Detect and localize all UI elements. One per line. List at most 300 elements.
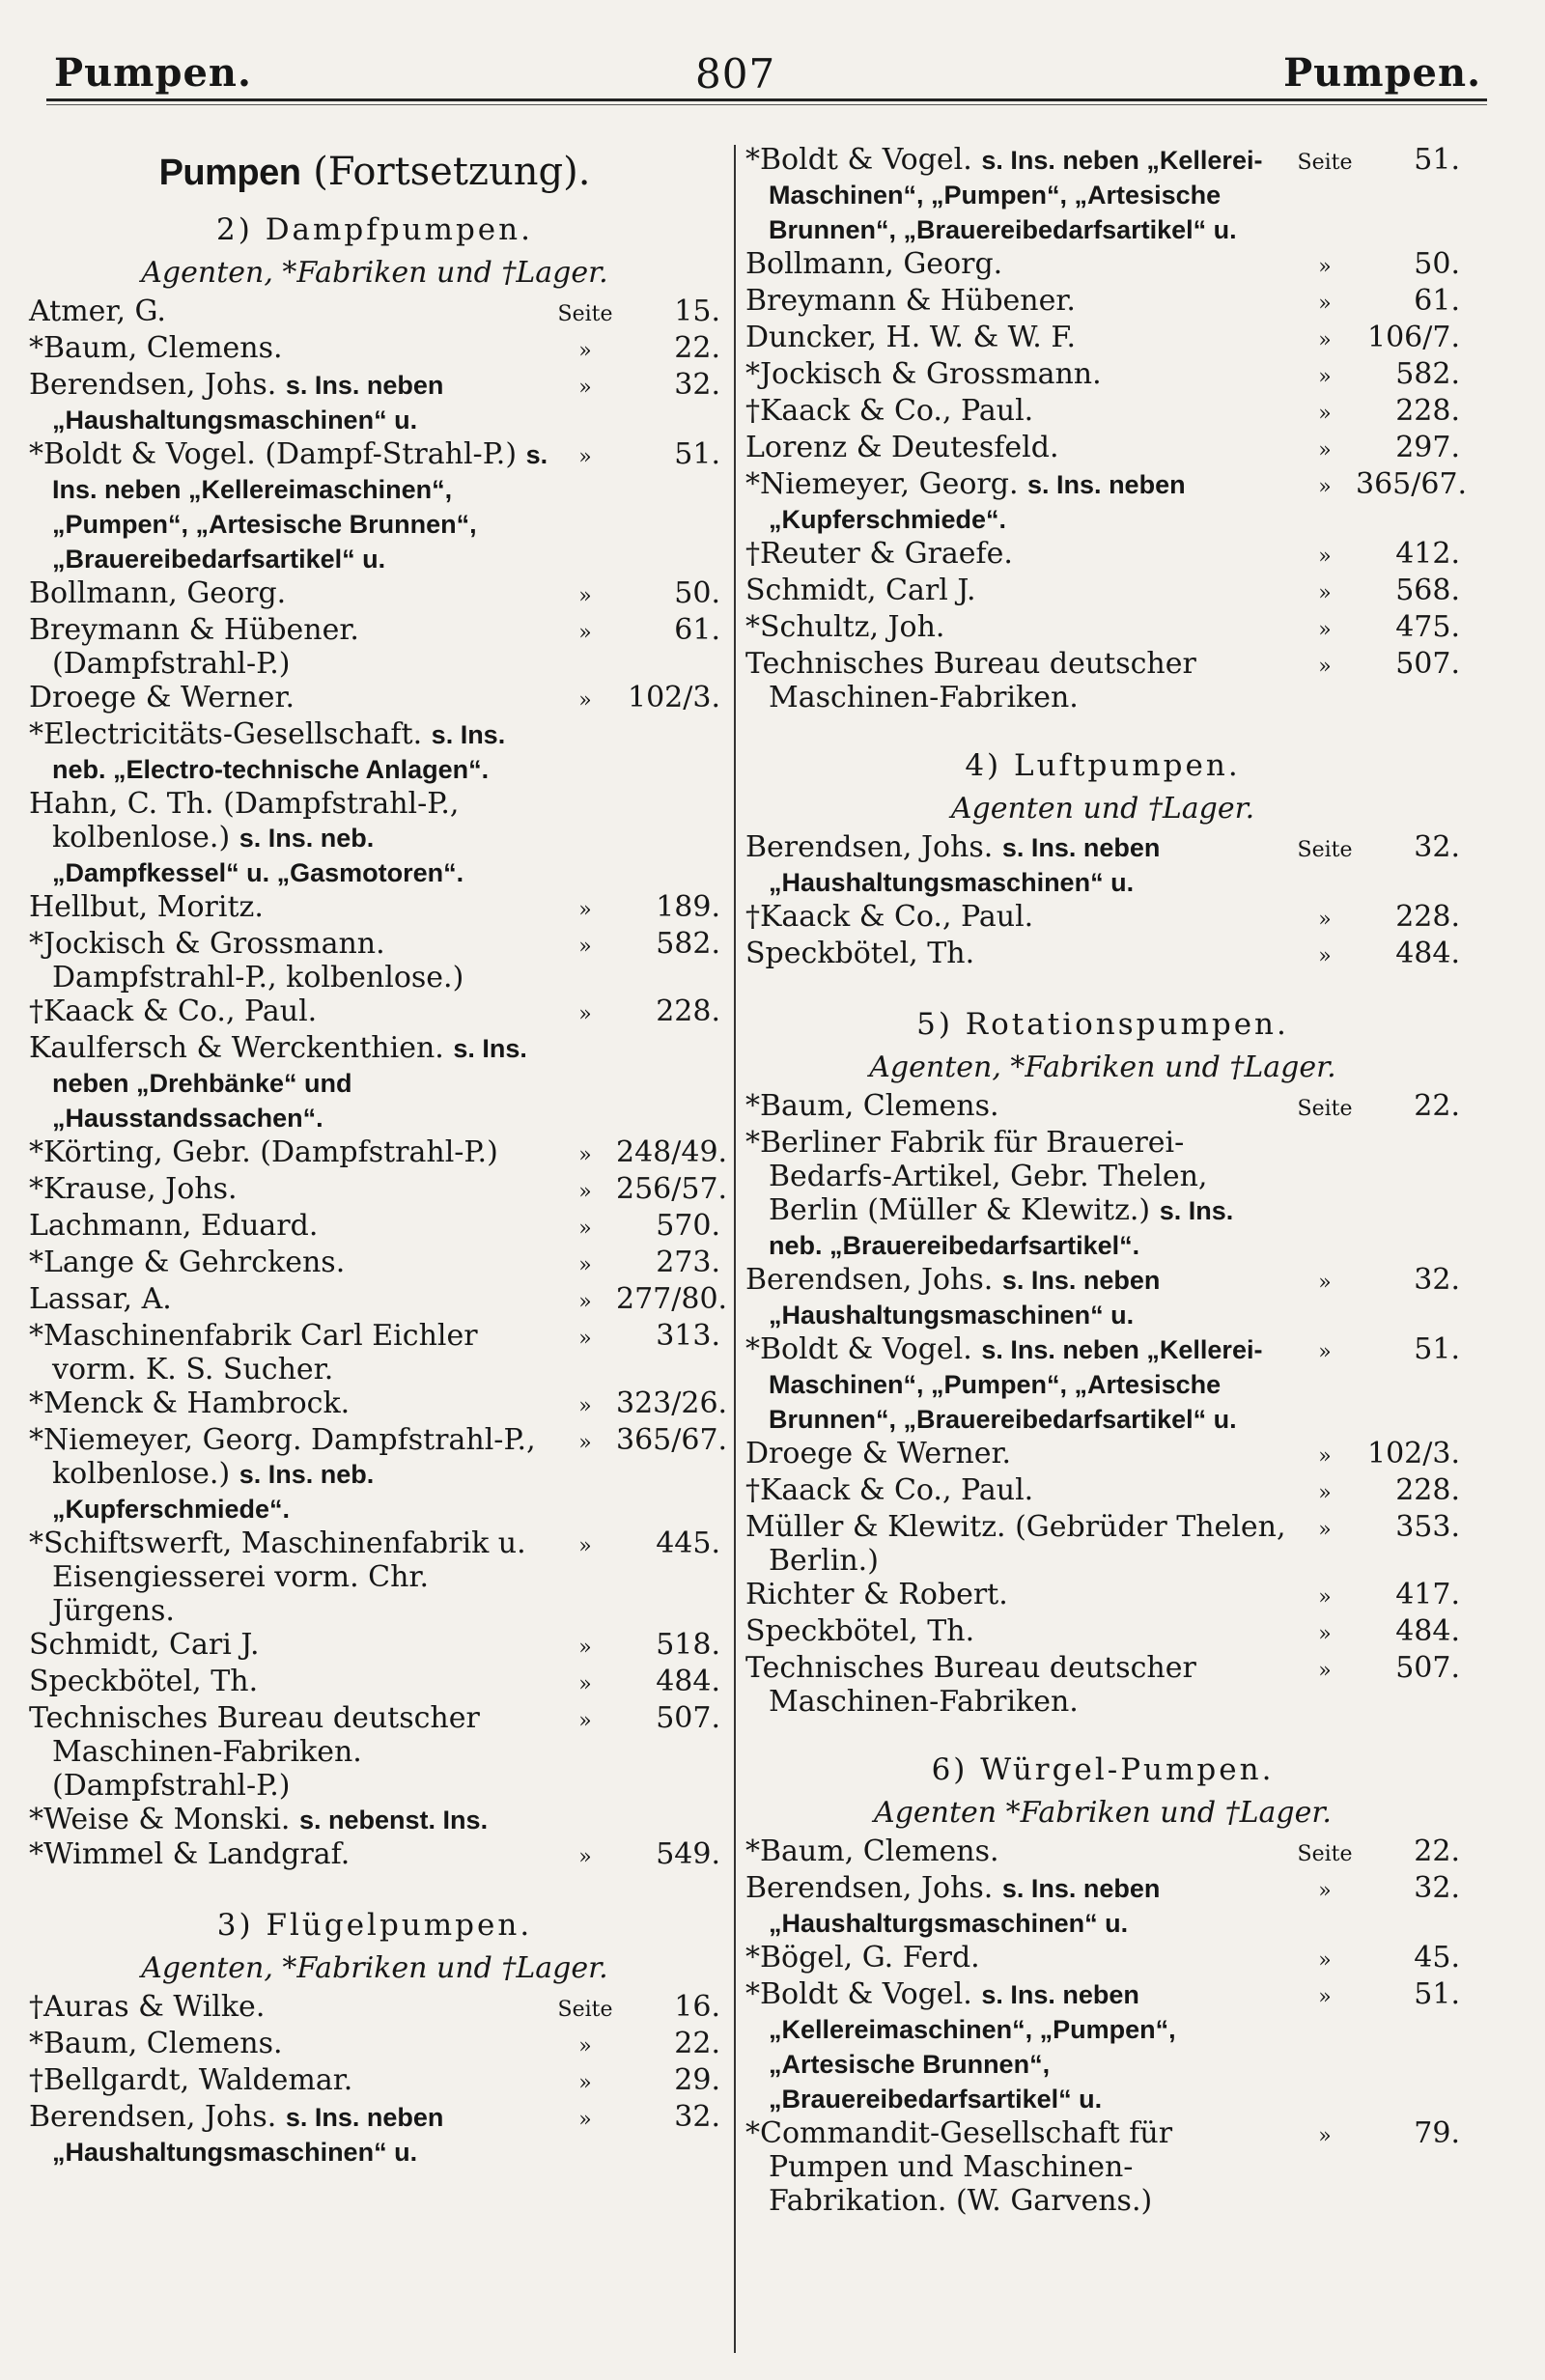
list-item bbox=[29, 294, 720, 331]
list-item bbox=[29, 437, 720, 576]
firm-name: *Boldt & Vogel. bbox=[745, 143, 972, 177]
entry-name bbox=[29, 1526, 554, 1628]
entry-name bbox=[29, 1031, 554, 1135]
firm-name: Bollmann, Georg. bbox=[745, 247, 1003, 281]
list-item bbox=[745, 247, 1460, 284]
entry-name bbox=[745, 647, 1294, 714]
page-ref: 445. bbox=[656, 1526, 720, 1560]
firm-name: Hellbut, Moritz. bbox=[29, 890, 264, 924]
page-marker: » bbox=[578, 2071, 592, 2095]
list-item bbox=[29, 1386, 728, 1423]
entry-name bbox=[29, 681, 554, 714]
firm-name: *Menck & Hambrock. bbox=[29, 1386, 351, 1420]
page-marker: » bbox=[578, 898, 592, 922]
list-item bbox=[745, 143, 1460, 247]
list-item bbox=[745, 1834, 1460, 1871]
page-ref: 228. bbox=[1395, 900, 1460, 934]
list-item bbox=[745, 1651, 1460, 1719]
entry-name bbox=[745, 1651, 1294, 1719]
entry-name bbox=[29, 2063, 554, 2097]
firm-name: *Lange & Gehrckens. bbox=[29, 1246, 346, 1279]
entry-name bbox=[745, 467, 1294, 537]
insert-note: s. Ins. neben „Haushaltungsmaschinen“ u. bbox=[769, 833, 1161, 897]
page-ref: 570. bbox=[656, 1209, 720, 1243]
list-item bbox=[745, 1263, 1460, 1332]
page-ref: 475. bbox=[1395, 610, 1460, 644]
page-ref: 15. bbox=[674, 294, 720, 328]
page-marker: » bbox=[1318, 255, 1332, 279]
page-ref: 365/67. bbox=[1356, 467, 1468, 501]
entry-name bbox=[745, 1263, 1294, 1332]
firm-name: Droege & Werner. bbox=[745, 1437, 1012, 1470]
header-rule bbox=[46, 98, 1487, 101]
page-ref: 22. bbox=[1414, 1834, 1460, 1868]
page-ref: 582. bbox=[656, 927, 720, 961]
entry-name bbox=[745, 1871, 1294, 1941]
list-item bbox=[29, 368, 720, 437]
entry-name bbox=[29, 1423, 554, 1526]
entry-name bbox=[745, 357, 1294, 391]
entry-name bbox=[745, 1473, 1294, 1507]
entry-name bbox=[29, 1803, 554, 1837]
page-ref: 412. bbox=[1395, 537, 1460, 571]
firm-name: Technisches Bureau deutscher Maschinen-Fabriken. bbox=[745, 1651, 1196, 1719]
firm-name: *Maschinenfabrik Carl Eichler vorm. K. S. Sucher. bbox=[29, 1319, 478, 1386]
page-ref: 256/57. bbox=[616, 1172, 728, 1206]
section-heading: 3) Flügelpumpen. bbox=[216, 1908, 533, 1943]
page-marker: » bbox=[578, 1327, 592, 1351]
page-marker: » bbox=[578, 1002, 592, 1026]
list-item bbox=[29, 1282, 728, 1319]
entry-name bbox=[745, 1510, 1294, 1578]
page-ref: 484. bbox=[1395, 937, 1460, 970]
page-ref: 507. bbox=[1395, 647, 1460, 681]
list-item bbox=[745, 937, 1460, 973]
page-marker: » bbox=[578, 1217, 592, 1241]
firm-name: †Kaack & Co., Paul. bbox=[745, 900, 1034, 934]
page-ref: 32. bbox=[674, 368, 720, 402]
section-legend: Agenten, *Fabriken und †Lager. bbox=[141, 1951, 608, 1985]
page-ref: 22. bbox=[674, 2027, 720, 2060]
page-marker: Seite bbox=[557, 1998, 613, 2022]
page-marker: » bbox=[578, 1709, 592, 1733]
entry-name bbox=[745, 900, 1294, 934]
page-ref: 582. bbox=[1395, 357, 1460, 391]
entry-name bbox=[29, 994, 554, 1028]
list-item bbox=[745, 1614, 1460, 1651]
insert-note: s. nebenst. Ins. bbox=[299, 1806, 489, 1834]
firm-name: Droege & Werner. bbox=[29, 681, 295, 714]
page-ref: 50. bbox=[1414, 247, 1460, 281]
page-ref: 277/80. bbox=[616, 1282, 728, 1316]
firm-name: *Krause, Johs. bbox=[29, 1172, 238, 1206]
page-ref: 51. bbox=[674, 437, 720, 471]
list-item bbox=[29, 927, 720, 994]
insert-note: s. Ins. neben „Haushalturgsmaschinen“ u. bbox=[769, 1874, 1161, 1938]
entry-name bbox=[29, 927, 554, 994]
entry-name bbox=[29, 1172, 554, 1206]
entry-name bbox=[29, 1282, 554, 1316]
firm-name: †Kaack & Co., Paul. bbox=[745, 394, 1034, 428]
entry-name bbox=[745, 321, 1294, 354]
page-ref: 549. bbox=[656, 1837, 720, 1871]
page-ref: 228. bbox=[656, 994, 720, 1028]
running-header bbox=[50, 50, 1481, 100]
firm-name: *Jockisch & Grossmann. Dampfstrahl-P., kolbenlose.) bbox=[29, 927, 464, 994]
firm-name: Berendsen, Johs. bbox=[745, 1871, 994, 1905]
page-ref: 51. bbox=[1414, 143, 1460, 177]
right-column bbox=[745, 143, 1468, 2218]
page-marker: » bbox=[578, 1845, 592, 1869]
list-item bbox=[29, 787, 720, 890]
page-marker: » bbox=[578, 1431, 592, 1455]
list-item bbox=[29, 1803, 720, 1837]
list-item bbox=[29, 1628, 720, 1665]
page-ref: 16. bbox=[674, 1990, 720, 2024]
list-item bbox=[29, 576, 720, 613]
page-marker: » bbox=[1318, 365, 1332, 389]
list-item bbox=[29, 1665, 720, 1701]
firm-name: *Niemeyer, Georg. bbox=[745, 467, 1019, 501]
page-ref: 106/7. bbox=[1367, 321, 1460, 354]
column-divider bbox=[734, 145, 736, 2353]
insert-note: s. Ins. neb. „Brauereibedarfsartikel“. bbox=[769, 1196, 1234, 1260]
page-marker: Seite bbox=[1297, 838, 1353, 862]
list-item bbox=[29, 331, 720, 368]
section-legend: Agenten, *Fabriken und †Lager. bbox=[141, 256, 608, 290]
page-marker: » bbox=[578, 1253, 592, 1277]
entry-name bbox=[745, 1578, 1294, 1611]
section-heading: 2) Dampfpumpen. bbox=[216, 212, 533, 247]
list-item bbox=[29, 2027, 720, 2063]
page-ref: 45. bbox=[1414, 1941, 1460, 1974]
page-ref: 228. bbox=[1395, 1473, 1460, 1507]
entry-name bbox=[29, 1990, 554, 2024]
entry-name bbox=[745, 1089, 1294, 1123]
entry-name bbox=[745, 937, 1294, 970]
page-marker: » bbox=[1318, 328, 1332, 352]
entry-name bbox=[745, 610, 1294, 644]
entry-name bbox=[745, 830, 1294, 900]
firm-name: *Boldt & Vogel. bbox=[745, 1977, 972, 2011]
firm-name: Technisches Bureau deutscher Maschinen-Fabriken. bbox=[745, 647, 1196, 714]
list-item bbox=[745, 1578, 1460, 1614]
firm-name: *Schiftswerft, Maschinenfabrik u. Eisengiesserei vorm. Chr. Jürgens. bbox=[29, 1526, 526, 1628]
entry-name bbox=[745, 574, 1294, 607]
insert-note: s. Ins. neben „Haushaltungsmaschinen“ u. bbox=[52, 371, 444, 434]
entry-name bbox=[745, 143, 1294, 247]
entry-name bbox=[29, 1135, 554, 1169]
entry-name bbox=[29, 2027, 554, 2060]
page-ref: 102/3. bbox=[628, 681, 720, 714]
list-item bbox=[29, 1990, 720, 2027]
entry-name bbox=[29, 787, 554, 890]
firm-name: Lachmann, Eduard. bbox=[29, 1209, 319, 1243]
page-marker: » bbox=[578, 2034, 592, 2058]
insert-note: s. Ins. neben „Kupferschmiede“. bbox=[769, 470, 1186, 534]
firm-name: Lorenz & Deutesfeld. bbox=[745, 431, 1059, 464]
page-marker: » bbox=[578, 584, 592, 608]
section-legend: Agenten und †Lager. bbox=[950, 792, 1255, 826]
firm-name: Breymann & Hübener. bbox=[745, 284, 1076, 318]
page-ref: 61. bbox=[674, 613, 720, 647]
entry-name bbox=[29, 368, 554, 437]
title-rest: (Fortsetzung). bbox=[313, 150, 591, 194]
header-right: Pumpen. bbox=[1283, 50, 1481, 96]
page-ref: 22. bbox=[1414, 1089, 1460, 1123]
entry-name bbox=[745, 1614, 1294, 1648]
entry-name bbox=[745, 1941, 1294, 1974]
page-marker: » bbox=[1318, 655, 1332, 679]
firm-name: Schmidt, Cari J. bbox=[29, 1628, 260, 1662]
page-marker: » bbox=[1318, 1444, 1332, 1469]
list-item bbox=[29, 1135, 728, 1172]
firm-name: *Wimmel & Landgraf. bbox=[29, 1837, 351, 1871]
page-marker: » bbox=[578, 935, 592, 959]
page-title bbox=[29, 143, 720, 202]
list-item bbox=[29, 1319, 720, 1386]
page-ref: 32. bbox=[1414, 1871, 1460, 1905]
firm-name: *Boldt & Vogel. (Dampf-Strahl-P.) bbox=[29, 437, 518, 471]
entry-name bbox=[29, 2100, 554, 2170]
page-marker: Seite bbox=[1297, 151, 1353, 175]
section-legend: Agenten *Fabriken und †Lager. bbox=[874, 1796, 1332, 1830]
list-item bbox=[29, 1246, 720, 1282]
page-ref: 297. bbox=[1395, 431, 1460, 464]
list-item bbox=[745, 537, 1460, 574]
insert-note: s. Ins. neb. „Kupferschmiede“. bbox=[52, 1460, 375, 1524]
page-ref: 51. bbox=[1414, 1332, 1460, 1366]
page-marker: Seite bbox=[1297, 1097, 1353, 1121]
insert-note: s. Ins. neb. „Electro-technische Anlagen“. bbox=[52, 720, 506, 784]
page-marker: » bbox=[578, 445, 592, 469]
entry-name bbox=[745, 284, 1294, 318]
page-marker: » bbox=[578, 621, 592, 645]
firm-name: Speckbötel, Th. bbox=[29, 1665, 259, 1698]
entry-name bbox=[29, 613, 554, 681]
entry-name bbox=[745, 1977, 1294, 2116]
firm-name: *Körting, Gebr. (Dampfstrahl-P.) bbox=[29, 1135, 498, 1169]
list-item bbox=[29, 1423, 728, 1526]
page-marker: » bbox=[578, 1534, 592, 1558]
page-marker: » bbox=[1318, 908, 1332, 932]
list-item bbox=[745, 1941, 1460, 1977]
firm-name: Berendsen, Johs. bbox=[29, 368, 277, 402]
entry-name bbox=[29, 1386, 554, 1420]
firm-name: Schmidt, Carl J. bbox=[745, 574, 976, 607]
entry-name bbox=[29, 1319, 554, 1386]
page-marker: » bbox=[578, 2108, 592, 2132]
page-ref: 32. bbox=[674, 2100, 720, 2134]
firm-name: *Baum, Clemens. bbox=[29, 331, 283, 365]
page-ref: 353. bbox=[1395, 1510, 1460, 1544]
header-left: Pumpen. bbox=[54, 50, 252, 96]
entry-name bbox=[745, 1437, 1294, 1470]
list-item bbox=[745, 1510, 1460, 1578]
firm-name: Lassar, A. bbox=[29, 1282, 172, 1316]
page-marker: » bbox=[578, 1143, 592, 1167]
firm-name: *Electricitäts-Gesellschaft. bbox=[29, 717, 423, 751]
insert-note: s. Ins. neben „Kellerei-Maschinen“, „Pumpen“, „Artesische Brunnen“, „Brauereibedarfsartikel“ u. bbox=[769, 1335, 1263, 1434]
firm-name: Berendsen, Johs. bbox=[745, 830, 994, 864]
list-item bbox=[745, 1089, 1460, 1126]
insert-note: s. Ins. neben „Kellerei-Maschinen“, „Pumpen“, „Artesische Brunnen“, „Brauereibedarfsartikel“ u. bbox=[769, 146, 1263, 244]
entry-name bbox=[745, 1834, 1294, 1868]
page-marker: » bbox=[1318, 1271, 1332, 1295]
list-item bbox=[745, 610, 1460, 647]
list-item bbox=[745, 1126, 1460, 1263]
page-marker: » bbox=[1318, 1879, 1332, 1903]
page-marker: » bbox=[1318, 402, 1332, 426]
entry-name bbox=[745, 247, 1294, 281]
list-item bbox=[29, 1031, 720, 1135]
firm-name: *Bögel, G. Ferd. bbox=[745, 1941, 980, 1974]
list-item bbox=[745, 1473, 1460, 1510]
page-marker: » bbox=[1318, 545, 1332, 569]
list-item bbox=[29, 1172, 728, 1209]
page-ref: 102/3. bbox=[1367, 1437, 1460, 1470]
page-marker: » bbox=[1318, 1622, 1332, 1646]
page-marker: » bbox=[1318, 1518, 1332, 1542]
firm-name: Duncker, H. W. & W. F. bbox=[745, 321, 1077, 354]
list-item bbox=[745, 830, 1460, 900]
firm-name: Müller & Klewitz. (Gebrüder Thelen, Berlin.) bbox=[745, 1510, 1286, 1578]
page-ref: 29. bbox=[674, 2063, 720, 2097]
firm-name: *Niemeyer, Georg. Dampfstrahl-P., kolbenlose.) bbox=[29, 1423, 536, 1491]
list-item bbox=[29, 681, 720, 717]
page-marker: » bbox=[578, 339, 592, 363]
page-marker: » bbox=[1318, 292, 1332, 316]
entry-name bbox=[29, 1209, 554, 1243]
insert-note: s. Ins. neben „Drehbänke“ und „Hausstandssachen“. bbox=[52, 1034, 527, 1133]
page-ref: 417. bbox=[1395, 1578, 1460, 1611]
page-marker: » bbox=[1318, 1985, 1332, 2009]
firm-name: †Kaack & Co., Paul. bbox=[745, 1473, 1034, 1507]
firm-name: Bollmann, Georg. bbox=[29, 576, 287, 610]
page-ref: 228. bbox=[1395, 394, 1460, 428]
firm-name: Atmer, G. bbox=[29, 294, 166, 328]
entry-name bbox=[745, 1126, 1294, 1263]
firm-name: Berendsen, Johs. bbox=[745, 1263, 994, 1297]
firm-name: Hahn, C. Th. (Dampfstrahl-P., kolbenlose.) bbox=[29, 787, 460, 854]
page-number: 807 bbox=[695, 50, 776, 98]
page-marker: » bbox=[1318, 438, 1332, 462]
entry-name bbox=[745, 537, 1294, 571]
list-item bbox=[29, 717, 720, 787]
list-item bbox=[29, 2063, 720, 2100]
page-marker: » bbox=[1318, 1585, 1332, 1610]
entry-name bbox=[29, 1665, 554, 1698]
page-ref: 507. bbox=[656, 1701, 720, 1735]
list-item bbox=[745, 1332, 1460, 1437]
firm-name: †Reuter & Graefe. bbox=[745, 537, 1013, 571]
list-item bbox=[745, 1437, 1460, 1473]
firm-name: *Schultz, Joh. bbox=[745, 610, 945, 644]
entry-name bbox=[29, 717, 554, 787]
entry-name bbox=[745, 394, 1294, 428]
entry-name bbox=[29, 1246, 554, 1279]
firm-name: *Commandit-Gesellschaft für Pumpen und Maschinen-Fabrikation. (W. Garvens.) bbox=[745, 2116, 1173, 2218]
page-ref: 518. bbox=[656, 1628, 720, 1662]
page-marker: » bbox=[1318, 1948, 1332, 1973]
page-ref: 365/67. bbox=[616, 1423, 728, 1457]
page-marker: » bbox=[578, 1180, 592, 1204]
entry-name bbox=[29, 576, 554, 610]
page-ref: 32. bbox=[1414, 1263, 1460, 1297]
list-item bbox=[745, 1871, 1460, 1941]
list-item bbox=[745, 574, 1460, 610]
entry-name bbox=[29, 437, 554, 576]
list-item bbox=[745, 2116, 1460, 2218]
list-item bbox=[29, 613, 720, 681]
list-item bbox=[29, 1209, 720, 1246]
list-item bbox=[745, 394, 1460, 431]
insert-note: s. Ins. neben „Kellereimaschinen“, „Pumpen“, „Artesische Brunnen“, „Brauereibedarfsartikel“ u. bbox=[52, 440, 548, 574]
page-marker: » bbox=[1318, 475, 1332, 499]
header-rule-thin bbox=[46, 104, 1487, 105]
firm-name: *Boldt & Vogel. bbox=[745, 1332, 972, 1366]
page-ref: 61. bbox=[1414, 284, 1460, 318]
firm-name: Technisches Bureau deutscher Maschinen-Fabriken. (Dampfstrahl-P.) bbox=[29, 1701, 480, 1803]
page-ref: 79. bbox=[1414, 2116, 1460, 2150]
list-item bbox=[29, 1837, 720, 1874]
firm-name: *Jockisch & Grossmann. bbox=[745, 357, 1102, 391]
page-marker: » bbox=[1318, 2124, 1332, 2148]
entry-name bbox=[29, 294, 554, 328]
page-ref: 32. bbox=[1414, 830, 1460, 864]
page-marker: » bbox=[578, 1290, 592, 1314]
list-item bbox=[745, 321, 1460, 357]
left-column bbox=[29, 143, 728, 2170]
list-item bbox=[29, 1701, 720, 1803]
list-item bbox=[745, 647, 1460, 714]
entry-name bbox=[29, 331, 554, 365]
page-marker: » bbox=[578, 688, 592, 713]
page-marker: » bbox=[1318, 1659, 1332, 1683]
page-marker: » bbox=[578, 1394, 592, 1418]
list-item bbox=[745, 1977, 1460, 2116]
entry-name bbox=[29, 1701, 554, 1803]
page-ref: 189. bbox=[656, 890, 720, 924]
firm-name: †Auras & Wilke. bbox=[29, 1990, 266, 2024]
page-marker: » bbox=[1318, 1481, 1332, 1505]
list-item bbox=[29, 890, 720, 927]
page-marker: » bbox=[578, 1636, 592, 1660]
list-item bbox=[745, 431, 1460, 467]
page-marker: Seite bbox=[1297, 1842, 1353, 1866]
page-marker: » bbox=[1318, 581, 1332, 605]
section-heading: 5) Rotationspumpen. bbox=[916, 1007, 1289, 1042]
insert-note: s. Ins. neb. „Dampfkessel“ u. „Gasmotoren“. bbox=[52, 824, 464, 887]
list-item bbox=[29, 2100, 720, 2170]
page-ref: 51. bbox=[1414, 1977, 1460, 2011]
page-ref: 273. bbox=[656, 1246, 720, 1279]
page-ref: 484. bbox=[656, 1665, 720, 1698]
page-marker: » bbox=[1318, 618, 1332, 642]
title-bold: Pumpen bbox=[158, 153, 301, 193]
page-ref: 507. bbox=[1395, 1651, 1460, 1685]
page-ref: 484. bbox=[1395, 1614, 1460, 1648]
firm-name: †Kaack & Co., Paul. bbox=[29, 994, 318, 1028]
page-marker: » bbox=[578, 376, 592, 400]
section-legend: Agenten, *Fabriken und †Lager. bbox=[869, 1050, 1336, 1084]
firm-name: Richter & Robert. bbox=[745, 1578, 1008, 1611]
firm-name: *Berliner Fabrik für Brauerei-Bedarfs-Artikel, Gebr. Thelen, Berlin (Müller & Klewitz.) bbox=[745, 1126, 1208, 1227]
firm-name: *Baum, Clemens. bbox=[29, 2027, 283, 2060]
left-sections bbox=[29, 208, 728, 2170]
page-marker: » bbox=[578, 1672, 592, 1696]
firm-name: Kaulfersch & Werckenthien. bbox=[29, 1031, 444, 1065]
